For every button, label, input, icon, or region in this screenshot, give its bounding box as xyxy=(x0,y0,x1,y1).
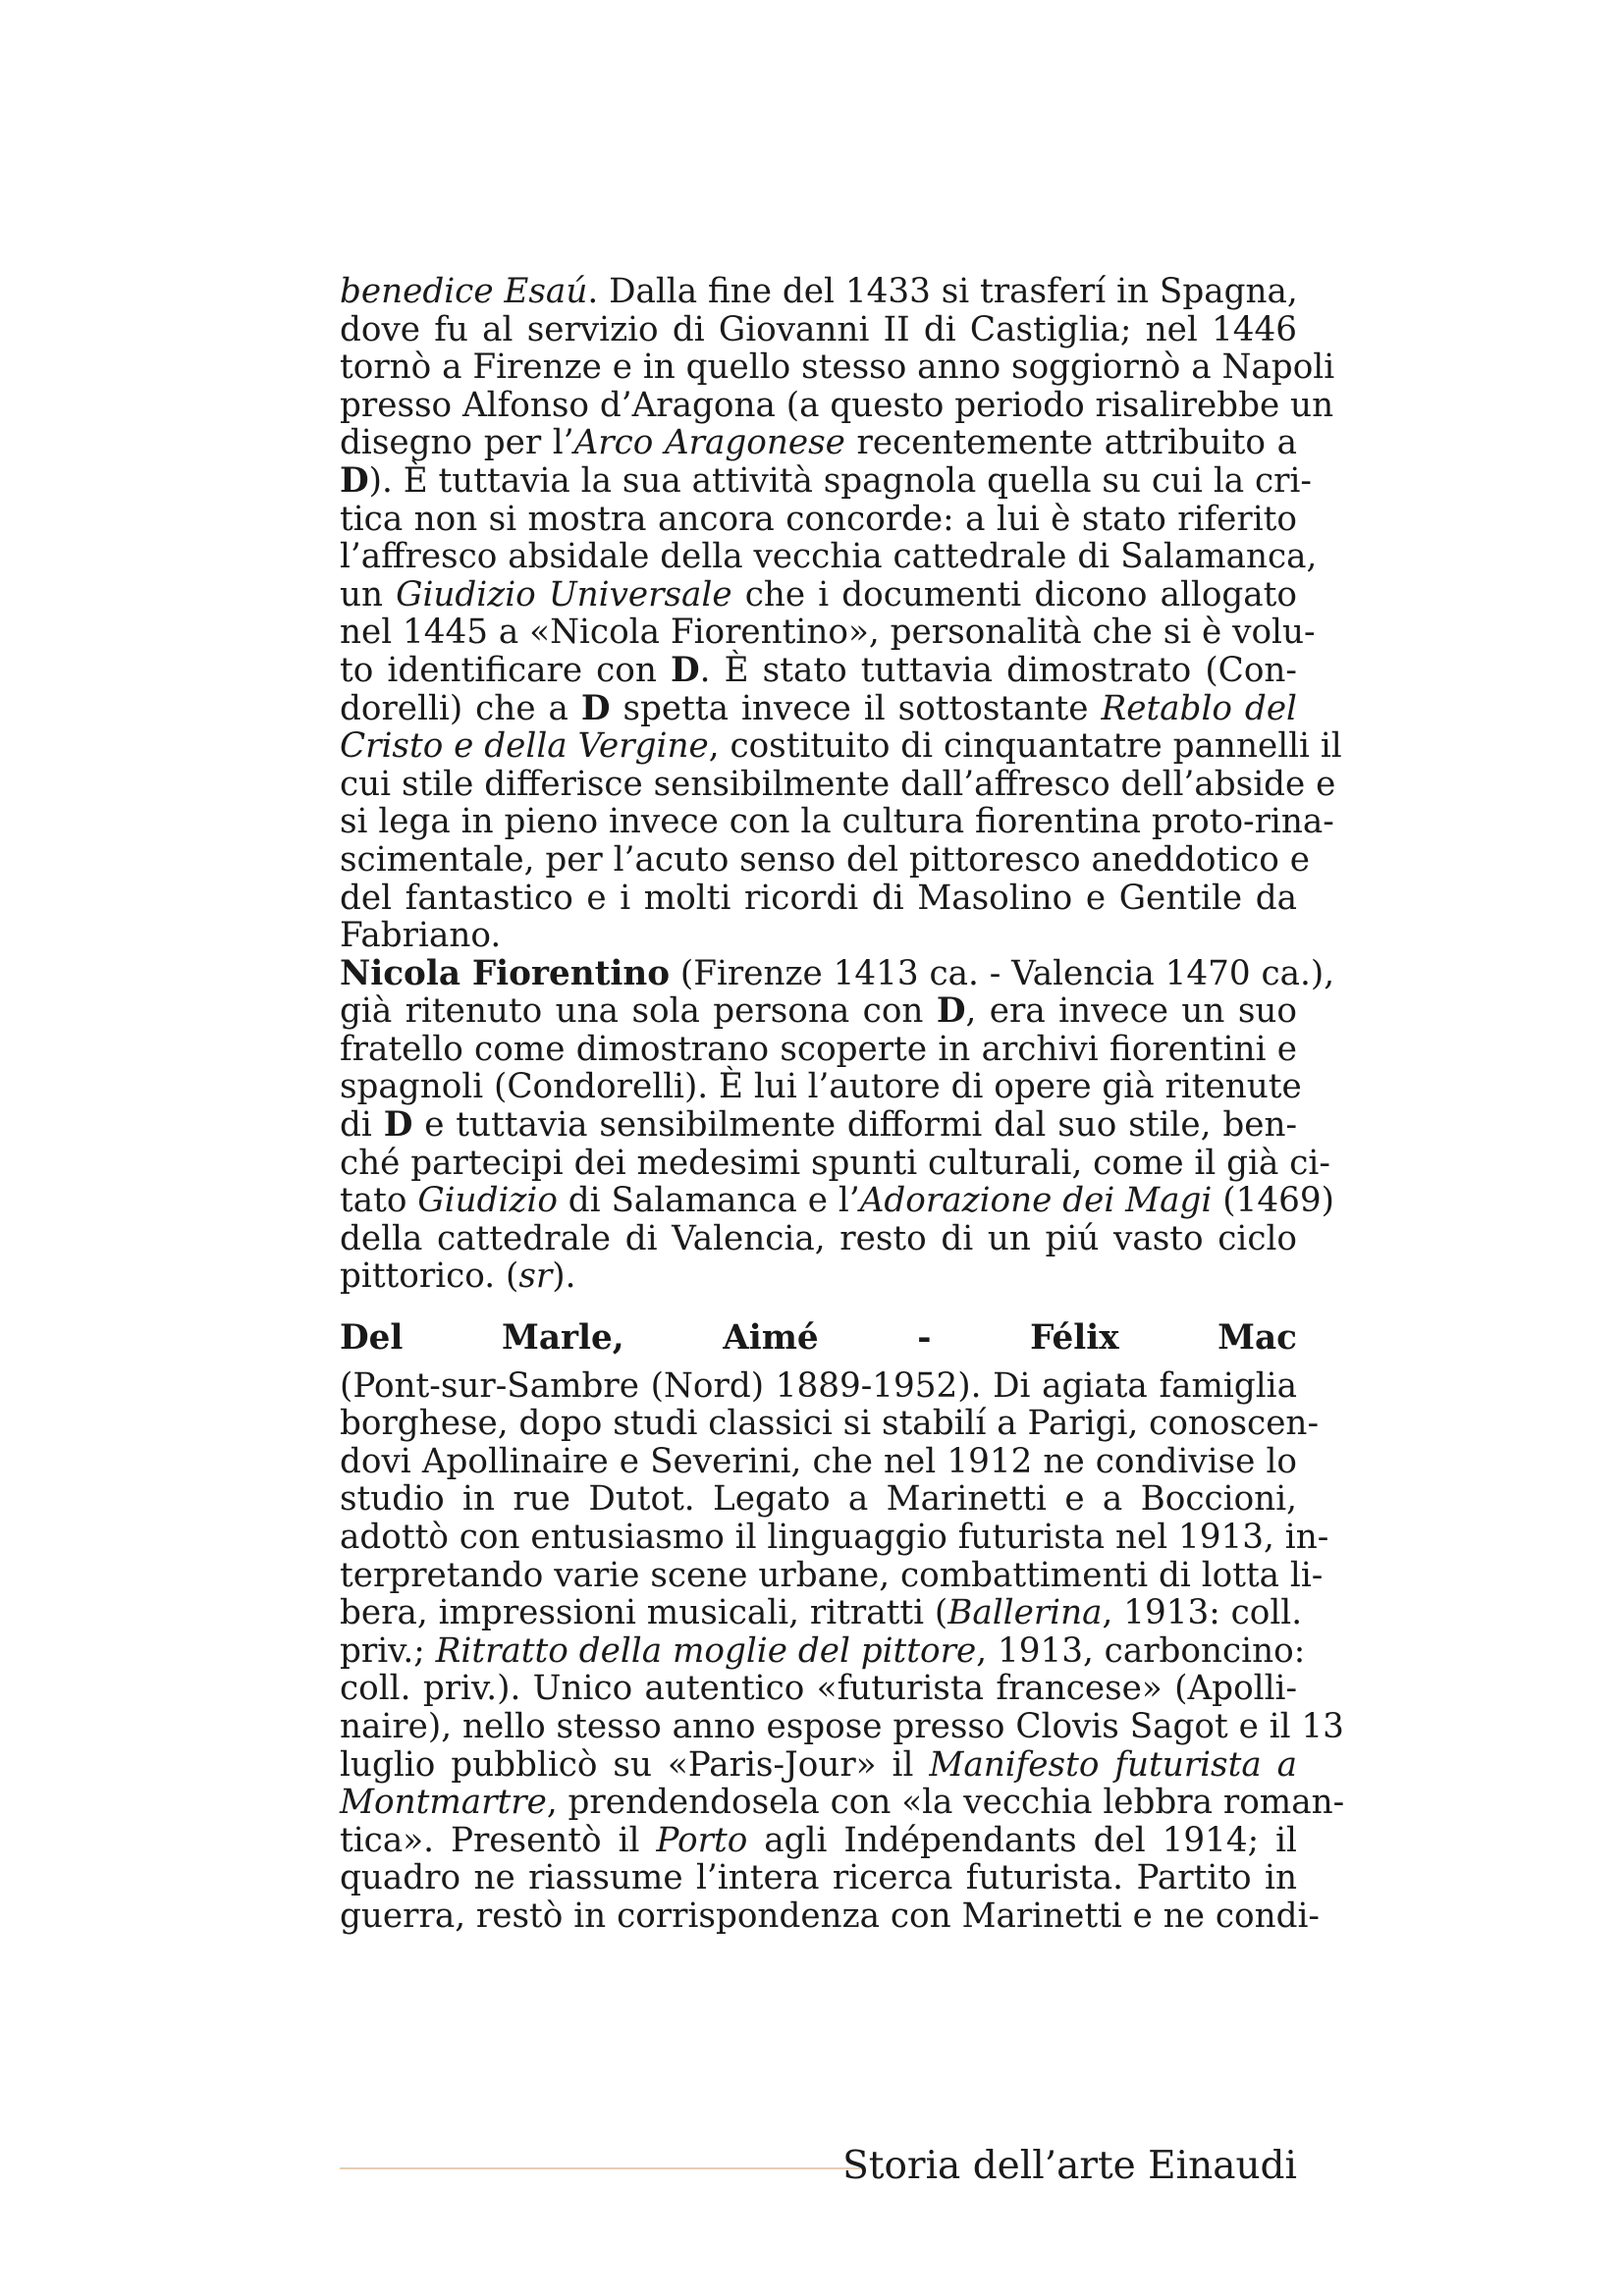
text-line xyxy=(340,1670,1297,1708)
text-run: ). È tuttavia la sua attività spagnola quella su cui la cri- xyxy=(368,460,1312,501)
text-run: (1469) xyxy=(1212,1181,1334,1221)
text-run: (Pont-sur-Sambre (Nord) 1889-1952). Di agiata famiglia xyxy=(340,1365,1297,1406)
text-run: dorelli) che a xyxy=(340,688,581,728)
text-run: , 1913, carboncino: xyxy=(976,1630,1306,1671)
text-run: disegno per l’ xyxy=(340,423,574,463)
text-run: e tuttavia sensibilmente difformi dal suo stile, ben- xyxy=(412,1105,1298,1146)
bold-run: Nicola Fiorentino xyxy=(340,953,671,993)
text-line xyxy=(340,992,1297,1031)
text-line xyxy=(340,347,1335,388)
text-run: to identificare con xyxy=(340,650,671,690)
text-run: ). xyxy=(552,1256,576,1297)
text-run: cui stile differisce sensibilmente dall’affresco dell’abside e xyxy=(340,764,1336,804)
text-line xyxy=(340,764,1336,804)
text-run: che i documenti dicono allogato xyxy=(731,574,1297,614)
text-line xyxy=(340,1859,1297,1897)
italic-run: Ritratto della moglie del pittore xyxy=(435,1630,977,1671)
text-run: tica non si mostra ancora concorde: a lui è stato riferito xyxy=(340,499,1297,539)
italic-run: Ballerina xyxy=(947,1593,1103,1633)
italic-run: Cristo e della Vergine xyxy=(340,726,709,767)
text-line xyxy=(340,1067,1302,1107)
text-line xyxy=(340,273,1297,311)
text-run: . È stato tuttavia dimostrato (Con- xyxy=(699,650,1297,690)
text-line xyxy=(340,424,1297,462)
text-run: , costituito di cinquantatre pannelli il xyxy=(708,726,1342,767)
text-run: di Salamanca e l’ xyxy=(557,1181,860,1221)
text-line xyxy=(340,839,1310,880)
text-run: terpretando varie scene urbane, combattimenti di lotta li- xyxy=(340,1555,1324,1595)
text-line xyxy=(340,1630,1306,1671)
text-line xyxy=(340,1257,1297,1296)
text-run: tato xyxy=(340,1181,418,1221)
text-run: della cattedrale di Valencia, resto di un piú vasto ciclo xyxy=(340,1218,1297,1258)
text-run: già ritenuto una sola persona con xyxy=(340,991,937,1032)
italic-run: Retablo del xyxy=(1101,688,1297,728)
text-line xyxy=(340,953,1335,993)
italic-run: Arco Aragonese xyxy=(573,423,845,463)
text-line xyxy=(340,1443,1297,1481)
paragraph-del-fiorentino-continued xyxy=(340,272,1342,956)
paragraph-nicola-fiorentino xyxy=(340,953,1335,1297)
text-run: borghese, dopo studi classici si stabilí a Parigi, conoscen- xyxy=(340,1404,1319,1444)
text-line xyxy=(340,880,1297,918)
text-run: bera, impressioni musicali, ritratti ( xyxy=(340,1593,948,1633)
italic-run: Adorazione dei Magi xyxy=(859,1181,1213,1221)
text-run: dove fu al servizio di Giovanni II di Castiglia; nel 1446 xyxy=(340,309,1297,349)
text-line xyxy=(340,1822,1297,1860)
bold-run: D xyxy=(580,688,611,728)
italic-run: sr xyxy=(518,1256,553,1297)
text-line xyxy=(340,726,1342,767)
text-run: spetta invece il sottostante xyxy=(610,688,1102,728)
entry-heading-del-marle: Del Marle, Aimé - Félix Mac xyxy=(340,1318,1297,1359)
text-line xyxy=(340,1367,1297,1406)
text-run: pittorico. ( xyxy=(340,1256,519,1297)
text-line xyxy=(340,1480,1297,1519)
text-run: tornò a Firenze e in quello stesso anno soggiornò a Napoli xyxy=(340,347,1335,388)
text-line xyxy=(340,1896,1320,1936)
bold-run: D xyxy=(340,460,369,501)
text-run: priv.; xyxy=(340,1630,436,1671)
text-run: adottò con entusiasmo il linguaggio futurista nel 1913, in- xyxy=(340,1518,1329,1557)
text-run: presso Alfonso d’Aragona (a questo periodo risalirebbe un xyxy=(340,385,1334,425)
text-run: coll. priv.). Unico autentico «futurista francese» (Apolli- xyxy=(340,1669,1297,1709)
text-run: agli Indépendants del 1914; il xyxy=(747,1820,1297,1860)
bold-run: D xyxy=(671,650,700,690)
text-line xyxy=(340,1031,1297,1069)
italic-run: benedice Esaú xyxy=(340,272,588,311)
text-run: dovi Apollinaire e Severini, che nel 1912 ne condivise lo xyxy=(340,1441,1297,1481)
text-line xyxy=(340,537,1318,577)
italic-run: Montmartre xyxy=(340,1783,547,1823)
text-line xyxy=(340,501,1297,539)
text-run: di xyxy=(340,1105,384,1146)
footer-title: Storia dell’arte Einaudi xyxy=(842,2144,1297,2188)
text-run: del fantastico e i molti ricordi di Masolino e Gentile da xyxy=(340,878,1297,918)
text-run: fratello come dimostrano scoperte in archivi fiorentini e xyxy=(340,1029,1297,1069)
text-run: , era invece un suo xyxy=(965,991,1298,1032)
text-line xyxy=(340,1746,1297,1785)
text-line xyxy=(340,1106,1297,1145)
text-run: ché partecipi dei medesimi spunti culturali, come il già ci- xyxy=(340,1143,1330,1183)
text-line xyxy=(340,652,1297,690)
text-line xyxy=(340,1555,1324,1595)
bold-run: D xyxy=(383,1105,413,1146)
text-line xyxy=(340,1181,1334,1221)
text-line xyxy=(340,1706,1344,1746)
text-line xyxy=(340,613,1316,653)
text-line xyxy=(340,802,1334,842)
text-run: luglio pubblicò su «Paris-Jour» il xyxy=(340,1744,930,1785)
text-run: , prendendosela con «la vecchia lebbra roman- xyxy=(546,1783,1345,1823)
text-run: recentemente attribuito a xyxy=(844,423,1298,463)
text-line xyxy=(340,1593,1303,1633)
text-run: quadro ne riassume l’intera ricerca futurista. Partito in xyxy=(340,1858,1297,1898)
text-run: (Firenze 1413 ca. - Valencia 1470 ca.), xyxy=(670,953,1335,993)
bold-run: D xyxy=(936,991,966,1032)
text-line xyxy=(340,311,1297,349)
text-line xyxy=(340,385,1334,425)
text-line xyxy=(340,917,1297,955)
text-line xyxy=(340,1783,1345,1823)
italic-run: Giudizio Universale xyxy=(396,574,732,614)
text-run: guerra, restò in corrispondenza con Marinetti e ne condi- xyxy=(340,1896,1320,1936)
body-text xyxy=(340,272,1345,1936)
text-line xyxy=(340,460,1312,501)
text-run: Fabriano. xyxy=(340,916,502,956)
text-run: tica». Presentò il xyxy=(340,1820,657,1860)
italic-run: Giudizio xyxy=(417,1181,558,1221)
text-run: , 1913: coll. xyxy=(1102,1593,1303,1633)
text-run: studio in rue Dutot. Legato a Marinetti e a Boccioni, xyxy=(340,1479,1297,1520)
text-run: naire), nello stesso anno espose presso Clovis Sagot e il 13 xyxy=(340,1706,1344,1746)
paragraph-del-marle xyxy=(340,1365,1345,1936)
text-line xyxy=(340,1220,1297,1258)
text-run: scimentale, per l’acuto senso del pittoresco aneddotico e xyxy=(340,839,1310,880)
text-line xyxy=(340,1143,1330,1183)
text-run: . Dalla fine del 1433 si trasferí in Spagna, xyxy=(587,272,1298,311)
text-line xyxy=(340,1404,1319,1444)
text-run: spagnoli (Condorelli). È lui l’autore di opere già ritenute xyxy=(340,1067,1302,1107)
italic-run: Manifesto futurista a xyxy=(929,1744,1298,1785)
text-line xyxy=(340,576,1297,614)
text-run: nel 1445 a «Nicola Fiorentino», personalità che si è volu- xyxy=(340,613,1316,653)
italic-run: Porto xyxy=(656,1820,748,1860)
text-line xyxy=(340,690,1297,728)
footer-rule xyxy=(340,2167,860,2169)
text-run: un xyxy=(340,574,397,614)
text-line xyxy=(340,1518,1329,1557)
text-run: l’affresco absidale della vecchia cattedrale di Salamanca, xyxy=(340,537,1318,577)
text-run: si lega in pieno invece con la cultura fiorentina proto-rina- xyxy=(340,802,1334,842)
